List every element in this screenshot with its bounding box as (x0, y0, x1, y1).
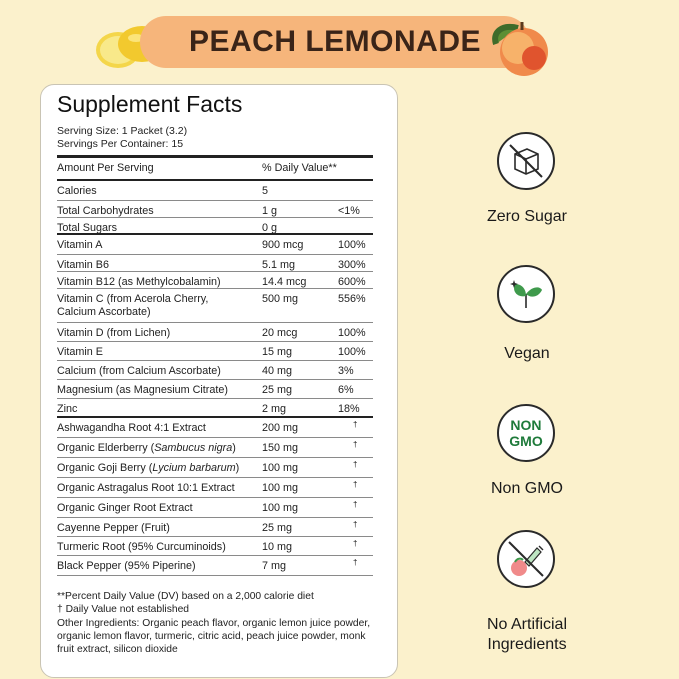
nutrient-name: Zinc (57, 403, 78, 415)
other-ingredients: Other Ingredients: Organic peach flavor, organic lemon juice powder, organic lemon flavor, turmeric, citric acid, peach juice powder, monk fruit extract, silicon dioxide (57, 617, 371, 656)
nutrient-name: Total Sugars (57, 222, 118, 234)
nutrient-daily-value: † (353, 460, 358, 469)
product-title: PEACH LEMONADE (188, 25, 481, 58)
nutrient-daily-value: † (353, 558, 358, 567)
zero-sugar-label: Zero Sugar (486, 208, 568, 225)
nutrient-amount: 10 mg (262, 541, 293, 553)
serving-size: Serving Size: 1 Packet (3.2) (57, 125, 188, 137)
non-gmo-icon-text-1: NON (510, 417, 542, 433)
nutrient-name: Cayenne Pepper (Fruit) (57, 522, 170, 534)
nutrient-amount: 14.4 mcg (262, 276, 307, 288)
nutrient-name: Organic Ginger Root Extract (57, 502, 193, 514)
nutrient-amount: 100 mg (262, 482, 299, 494)
table-row (57, 380, 373, 399)
sprout-icon (506, 274, 546, 314)
nutrient-name: Vitamin B12 (as Methylcobalamin) (57, 276, 221, 288)
no-artificial-label-line-1: No Artificial (486, 616, 568, 633)
nutrient-name: Organic Goji Berry (Lycium barbarum) (57, 462, 240, 474)
no-sugar-cube-icon (505, 140, 547, 182)
nutrient-daily-value: † (353, 500, 358, 509)
vegan-label: Vegan (504, 345, 550, 362)
nutrient-name: Ashwagandha Root 4:1 Extract (57, 422, 206, 434)
nutrient-amount: 150 mg (262, 442, 299, 454)
nutrient-daily-value: 100% (338, 346, 366, 358)
footnote-dagger: † Daily Value not established (57, 604, 190, 616)
nutrient-amount: 20 mcg (262, 327, 298, 339)
no-artificial-label (460, 615, 594, 655)
nutrient-daily-value: <1% (338, 205, 360, 217)
footnote-dv: **Percent Daily Value (DV) based on a 2,000 calorie diet (57, 591, 314, 602)
table-row (57, 235, 373, 255)
nutrient-daily-value: † (353, 539, 358, 548)
no-artificial-label-line-2: Ingredients (487, 636, 567, 653)
table-row (57, 556, 373, 576)
nutrient-amount: 0 g (262, 222, 278, 234)
nutrient-name: Vitamin C (from Acerola Cherry, Calcium Ascorbate) (57, 293, 209, 318)
nutrient-amount: 100 mg (262, 502, 299, 514)
table-row (57, 458, 373, 478)
nutrient-daily-value: † (353, 420, 358, 429)
table-row (57, 537, 373, 556)
table-row (57, 201, 373, 218)
nutrient-daily-value: 600% (338, 276, 366, 288)
table-row (57, 438, 373, 458)
nutrient-amount: 200 mg (262, 422, 299, 434)
table-row (57, 478, 373, 498)
table-header (57, 162, 373, 180)
nutrient-amount: 7 mg (262, 560, 287, 572)
nutrient-amount: 2 mg (262, 403, 287, 415)
nutrient-amount: 25 mg (262, 384, 293, 396)
nutrient-name: Calcium (from Calcium Ascorbate) (57, 365, 221, 377)
header-amount-per-serving: Amount Per Serving (57, 162, 154, 174)
peach-icon (488, 14, 554, 78)
nutrient-daily-value: † (353, 440, 358, 449)
non-gmo-icon-text-2: GMO (509, 433, 543, 449)
nutrient-daily-value: 18% (338, 403, 360, 415)
nutrient-daily-value: 100% (338, 239, 366, 251)
zero-sugar-badge (497, 132, 555, 190)
nutrient-name: Organic Astragalus Root 10:1 Extract (57, 482, 235, 494)
nutrient-amount: 25 mg (262, 522, 293, 534)
table-row (57, 361, 373, 380)
nutrient-amount: 900 mcg (262, 239, 304, 251)
table-row (57, 218, 373, 235)
vegan-badge (497, 265, 555, 323)
servings-per-container: Servings Per Container: 15 (57, 138, 184, 150)
nutrient-name: Vitamin E (57, 346, 104, 358)
table-row (57, 518, 373, 537)
nutrient-amount: 5 (262, 185, 269, 197)
non-gmo-badge (497, 404, 555, 462)
nutrient-name: Total Carbohydrates (57, 205, 154, 217)
nutrient-name: Turmeric Root (95% Curcuminoids) (57, 541, 226, 553)
nutrient-name: Organic Elderberry (Sambucus nigra) (57, 442, 236, 454)
nutrient-daily-value: 556% (338, 293, 366, 305)
non-gmo-label: Non GMO (490, 480, 563, 497)
nutrient-amount: 500 mg (262, 293, 299, 305)
nutrient-name: Vitamin D (from Lichen) (57, 327, 171, 339)
nutrient-amount: 1 g (262, 205, 278, 217)
nutrient-name: Vitamin A (57, 239, 103, 251)
supplement-facts-panel (40, 84, 398, 678)
nutrient-name: Vitamin B6 (57, 259, 110, 271)
nutrient-name: Calories (57, 185, 97, 197)
nutrient-amount: 40 mg (262, 365, 293, 377)
table-row (57, 498, 373, 518)
table-row (57, 181, 373, 201)
table-row (57, 342, 373, 361)
table-row (57, 289, 373, 323)
table-row (57, 418, 373, 438)
table-row (57, 272, 373, 289)
header-daily-value: % Daily Value** (262, 162, 337, 174)
nutrient-amount: 100 mg (262, 462, 299, 474)
no-artificial-syringe-icon (503, 536, 549, 582)
nutrient-amount: 15 mg (262, 346, 293, 358)
nutrient-daily-value: † (353, 520, 358, 529)
product-title-banner (140, 16, 530, 68)
nutrient-daily-value: 6% (338, 384, 354, 396)
nutrient-name: Black Pepper (95% Piperine) (57, 560, 196, 572)
nutrient-amount: 5.1 mg (262, 259, 296, 271)
no-artificial-badge (497, 530, 555, 588)
nutrient-daily-value: † (353, 480, 358, 489)
nutrient-daily-value: 300% (338, 259, 366, 271)
supplement-facts-title: Supplement Facts (57, 91, 243, 117)
divider-thick (57, 155, 373, 158)
nutrient-daily-value: 3% (338, 365, 354, 377)
non-gmo-icon (509, 417, 542, 449)
table-row (57, 255, 373, 272)
nutrient-name: Magnesium (as Magnesium Citrate) (57, 384, 229, 396)
table-row (57, 399, 373, 418)
footnotes (57, 590, 373, 656)
table-row (57, 323, 373, 342)
nutrient-daily-value: 100% (338, 327, 366, 339)
